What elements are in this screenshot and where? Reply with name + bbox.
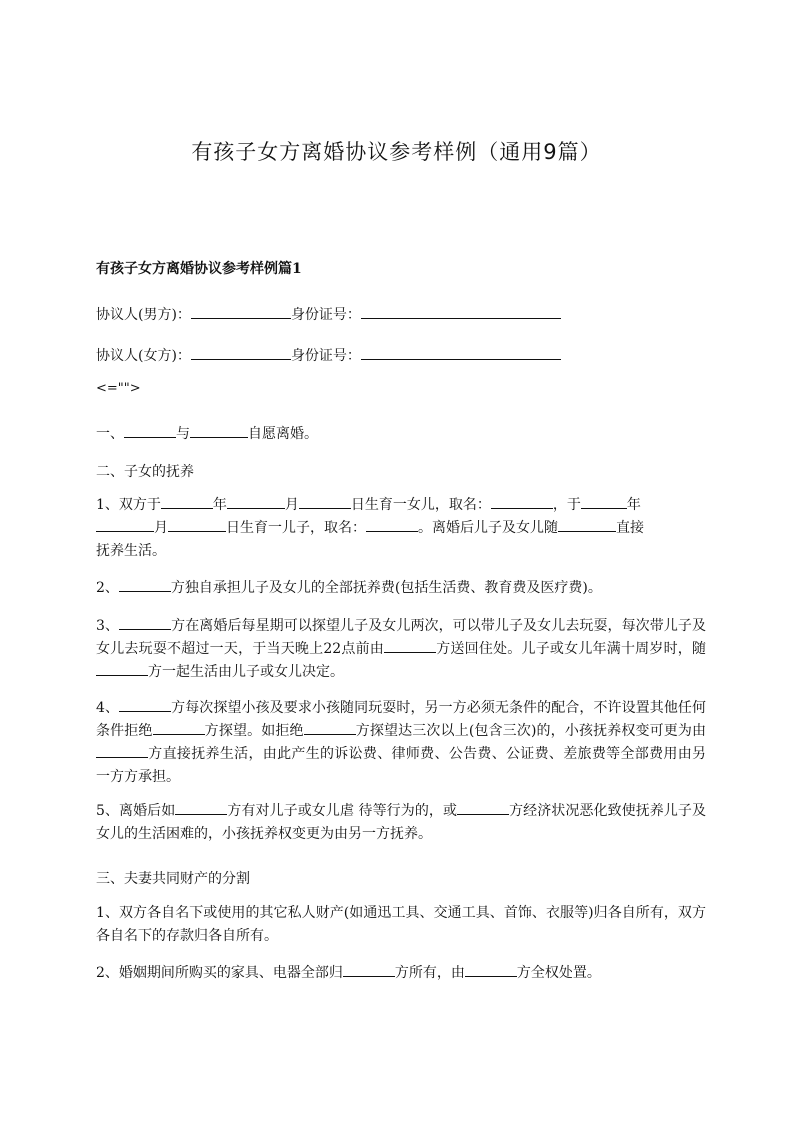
text: 年 bbox=[626, 497, 641, 513]
text: 直接 bbox=[616, 520, 644, 536]
blank bbox=[119, 615, 171, 630]
blank bbox=[457, 800, 509, 815]
party-male-line bbox=[96, 304, 561, 324]
text: 2、 bbox=[96, 580, 119, 596]
text: 。离婚后儿子及女儿随 bbox=[418, 520, 558, 536]
blank bbox=[168, 517, 226, 532]
paragraph-3-1: 1、双方各自名下或使用的其它私人财产(如通迅工具、交通工具、首饰、衣服等)归各自所有，双方各自名下的存款归各自所有。 bbox=[96, 905, 706, 944]
text: 方独自承担儿子及女儿的全部抚养费(包括生活费、教育费及医疗费)。 bbox=[170, 580, 602, 596]
text: 月 bbox=[154, 520, 168, 536]
text: 月 bbox=[284, 497, 299, 513]
text: 抚养生活。 bbox=[96, 543, 166, 559]
blank bbox=[175, 800, 227, 815]
blank bbox=[304, 720, 356, 735]
blank bbox=[96, 743, 148, 758]
party-male-label: 协议人(男方)： bbox=[96, 307, 191, 323]
paragraph-2-2 bbox=[96, 577, 706, 600]
clause-2-heading: 二、子女的抚养 bbox=[96, 464, 194, 480]
blank bbox=[119, 697, 171, 712]
text: ，于 bbox=[552, 497, 581, 513]
blank bbox=[153, 720, 205, 735]
male-name-blank bbox=[191, 304, 291, 319]
paragraph-2-4 bbox=[96, 697, 706, 789]
blank bbox=[299, 494, 351, 509]
blank bbox=[558, 517, 616, 532]
clause-1 bbox=[96, 423, 318, 443]
blank bbox=[581, 494, 627, 509]
clause-3-heading: 三、夫妻共同财产的分割 bbox=[96, 871, 250, 887]
text: 3、 bbox=[96, 618, 120, 634]
section-title: 有孩子女方离婚协议参考样例篇1 bbox=[96, 261, 302, 277]
male-id-blank bbox=[361, 304, 561, 319]
female-name-blank bbox=[191, 345, 291, 360]
text: 5、离婚后如 bbox=[96, 803, 176, 819]
text: 方直接抚养生活，由此产生的诉讼费、律师费、公告费、公证费、差旅费等全部费用由另一方方承担。 bbox=[96, 746, 706, 785]
text: 1、双方于 bbox=[96, 497, 161, 513]
paragraph-2-5 bbox=[96, 800, 706, 846]
female-id-label: 身份证号： bbox=[290, 348, 361, 364]
paragraph-2-3 bbox=[96, 615, 706, 684]
blank bbox=[366, 517, 418, 532]
blank bbox=[190, 423, 248, 438]
text: 4、 bbox=[96, 700, 120, 716]
blank bbox=[96, 517, 154, 532]
clause-1-and: 与 bbox=[176, 426, 190, 442]
text: 方探望达三次以上(包含三次)的，小孩抚养权变可更为由 bbox=[355, 723, 707, 739]
female-id-blank bbox=[361, 345, 561, 360]
marker-text: <=""> bbox=[96, 381, 141, 396]
text: 方一起生活由儿子或女儿决定。 bbox=[148, 664, 344, 680]
blank bbox=[119, 577, 171, 592]
male-id-label: 身份证号： bbox=[290, 307, 361, 323]
blank bbox=[491, 494, 553, 509]
paragraph-3-2 bbox=[96, 962, 706, 985]
text: 2、婚姻期间所购买的家具、电器全部归 bbox=[96, 965, 343, 981]
text: 方每次探望小孩及要求小孩随同玩耍时，另一方必须无条件的配合，不许设置其他任何条件拒绝 bbox=[96, 700, 706, 739]
blank bbox=[161, 494, 213, 509]
blank bbox=[124, 423, 176, 438]
blank bbox=[465, 962, 517, 977]
text: 方在离婚后每星期可以探望儿子及女儿两次，可以带儿子及女儿去玩耍，每次带儿子及女儿去玩耍不超过一天，于当天晚上22点前由 bbox=[96, 618, 706, 657]
text: 方所有，由 bbox=[394, 965, 465, 981]
party-female-line bbox=[96, 345, 561, 365]
party-female-label: 协议人(女方)： bbox=[96, 348, 191, 364]
paragraph-2-1 bbox=[96, 494, 706, 563]
text: 方送回住处。儿子或女儿年满十周岁时，随 bbox=[436, 641, 706, 657]
blank bbox=[343, 962, 395, 977]
blank bbox=[384, 638, 436, 653]
blank bbox=[227, 494, 285, 509]
document-title: 有孩子女方离婚协议参考样例（通用9篇） bbox=[191, 140, 602, 164]
clause-1-prefix: 一、 bbox=[96, 426, 124, 442]
text: 年 bbox=[212, 497, 227, 513]
text: 方探望。如拒绝 bbox=[204, 723, 304, 739]
text: 方全权处置。 bbox=[516, 965, 601, 981]
clause-1-text: 自愿离婚。 bbox=[248, 426, 318, 442]
blank bbox=[96, 661, 148, 676]
text: 日生育一女儿，取名： bbox=[350, 497, 491, 513]
text: 日生育一儿子，取名： bbox=[226, 520, 366, 536]
text: 方有对儿子或女儿虐 待等行为的，或 bbox=[227, 803, 458, 819]
text: 方经济状况恶化致使抚养儿子及女儿的生活困难的，小孩抚养权变更为由另一方抚养。 bbox=[96, 803, 706, 842]
